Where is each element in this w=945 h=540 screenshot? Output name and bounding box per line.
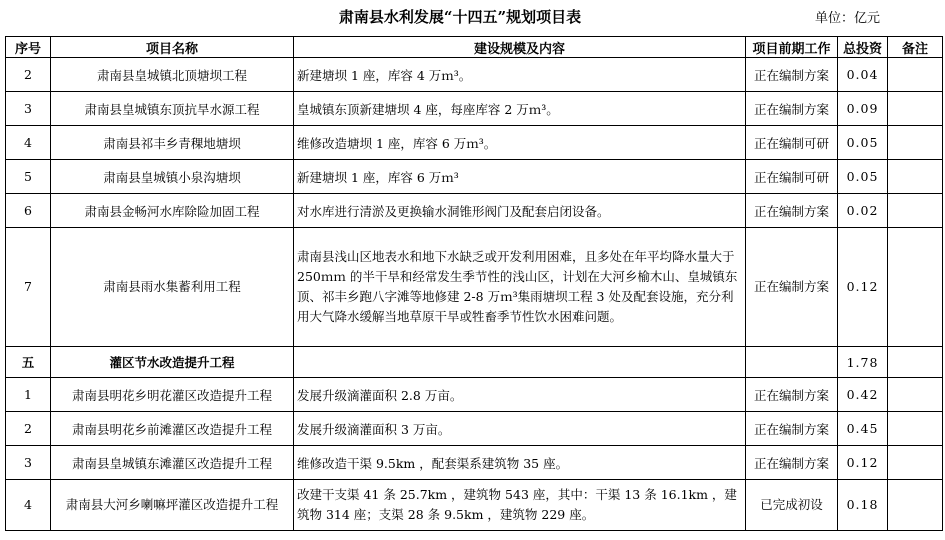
row-invest: 0.12: [838, 228, 888, 347]
row-status: 已完成初设: [746, 480, 838, 531]
row-note: [888, 126, 943, 160]
row-status: 正在编制方案: [746, 92, 838, 126]
section-name: 灌区节水改造提升工程: [51, 347, 294, 378]
row-name: 肃南县雨水集蓄利用工程: [51, 228, 294, 347]
row-scope: 新建塘坝 1 座，库容 6 万ｍ³: [294, 160, 746, 194]
row-invest: 0.45: [838, 412, 888, 446]
row-invest: 0.02: [838, 194, 888, 228]
row-scope: 新建塘坝 1 座，库容 4 万ｍ³。: [294, 58, 746, 92]
row-name: 肃南县皇城镇小泉沟塘坝: [51, 160, 294, 194]
row-note: [888, 194, 943, 228]
row-no: 2: [6, 412, 51, 446]
row-scope: 维修改造干渠 9.5km ，配套渠系建筑物 35 座。: [294, 446, 746, 480]
row-name: 肃南县明花乡明花灌区改造提升工程: [51, 378, 294, 412]
row-status: 正在编制方案: [746, 194, 838, 228]
row-invest: 0.09: [838, 92, 888, 126]
row-no: 4: [6, 480, 51, 531]
row-note: [888, 446, 943, 480]
row-name: 肃南县明花乡前滩灌区改造提升工程: [51, 412, 294, 446]
section-no: 五: [6, 347, 51, 378]
row-note: [888, 412, 943, 446]
section-row: [6, 347, 943, 378]
table-row: [6, 160, 943, 194]
row-no: 4: [6, 126, 51, 160]
row-scope: 皇城镇东顶新建塘坝 4 座，每座库容 2 万ｍ³。: [294, 92, 746, 126]
row-name: 肃南县皇城镇东滩灌区改造提升工程: [51, 446, 294, 480]
header-scope: 建设规模及内容: [294, 37, 746, 58]
row-scope: 对水库进行清淤及更换输水洞锥形阀门及配套启闭设备。: [294, 194, 746, 228]
header-invest: 总投资: [838, 37, 888, 58]
project-table: [5, 36, 943, 531]
row-invest: 0.42: [838, 378, 888, 412]
row-note: [888, 160, 943, 194]
row-scope: 发展升级滴灌面积 2.8 万亩。: [294, 378, 746, 412]
row-scope: 肃南县浅山区地表水和地下水缺乏或开发利用困难，且多处在年平均降水量大于 250ｍｍ 的半干旱和经常发生季节性的浅山区，计划在大河乡榆木山、皇城镇东顶、祁丰乡跑八字滩等地修建 2-8 万ｍ³集雨塘坝工程 3 处及配套设施，充分利用大气降水缓解当地草原干旱或牲畜季节性饮水困难问题。: [294, 228, 746, 347]
header-note: 备注: [888, 37, 943, 58]
row-no: 3: [6, 92, 51, 126]
row-note: [888, 480, 943, 531]
row-note: [888, 92, 943, 126]
header-status: 项目前期工作: [746, 37, 838, 58]
row-status: 正在编制方案: [746, 228, 838, 347]
section-scope: [294, 347, 746, 378]
table-row: [6, 480, 943, 531]
row-note: [888, 228, 943, 347]
unit-label: 单位：亿元: [815, 11, 881, 26]
row-invest: 0.04: [838, 58, 888, 92]
table-row: [6, 92, 943, 126]
row-name: 肃南县皇城镇东顶抗旱水源工程: [51, 92, 294, 126]
row-status: 正在编制方案: [746, 378, 838, 412]
row-no: 2: [6, 58, 51, 92]
row-name: 肃南县皇城镇北顶塘坝工程: [51, 58, 294, 92]
row-invest: 0.12: [838, 446, 888, 480]
row-no: 3: [6, 446, 51, 480]
header-no: 序号: [6, 37, 51, 58]
row-status: 正在编制方案: [746, 446, 838, 480]
table-row: [6, 378, 943, 412]
row-status: 正在编制可研: [746, 160, 838, 194]
row-status: 正在编制方案: [746, 412, 838, 446]
row-no: 1: [6, 378, 51, 412]
table-row: [6, 412, 943, 446]
row-note: [888, 58, 943, 92]
row-no: 6: [6, 194, 51, 228]
row-status: 正在编制可研: [746, 126, 838, 160]
row-invest: 0.05: [838, 160, 888, 194]
table-row: [6, 194, 943, 228]
row-scope: 改建干支渠 41 条 25.7km ，建筑物 543 座，其中：干渠 13 条 16.1km ，建筑物 314 座；支渠 28 条 9.5km ，建筑物 229 座。: [294, 480, 746, 531]
row-scope: 发展升级滴灌面积 3 万亩。: [294, 412, 746, 446]
row-scope: 维修改造塘坝 1 座，库容 6 万ｍ³。: [294, 126, 746, 160]
row-note: [888, 378, 943, 412]
header-name: 项目名称: [51, 37, 294, 58]
row-name: 肃南县祁丰乡青稞地塘坝: [51, 126, 294, 160]
table-row: [6, 58, 943, 92]
header-row: [6, 37, 943, 58]
row-name: 肃南县大河乡喇嘛坪灌区改造提升工程: [51, 480, 294, 531]
table-row: [6, 446, 943, 480]
section-invest: 1.78: [838, 347, 888, 378]
page-title: 肃南县水利发展“十四五”规划项目表: [338, 8, 582, 26]
row-no: 5: [6, 160, 51, 194]
section-note: [888, 347, 943, 378]
row-name: 肃南县金畅河水库除险加固工程: [51, 194, 294, 228]
row-status: 正在编制方案: [746, 58, 838, 92]
table-row: [6, 228, 943, 347]
table-row: [6, 126, 943, 160]
row-no: 7: [6, 228, 51, 347]
row-invest: 0.05: [838, 126, 888, 160]
section-status: [746, 347, 838, 378]
title-bar: [0, 6, 945, 28]
row-invest: 0.18: [838, 480, 888, 531]
